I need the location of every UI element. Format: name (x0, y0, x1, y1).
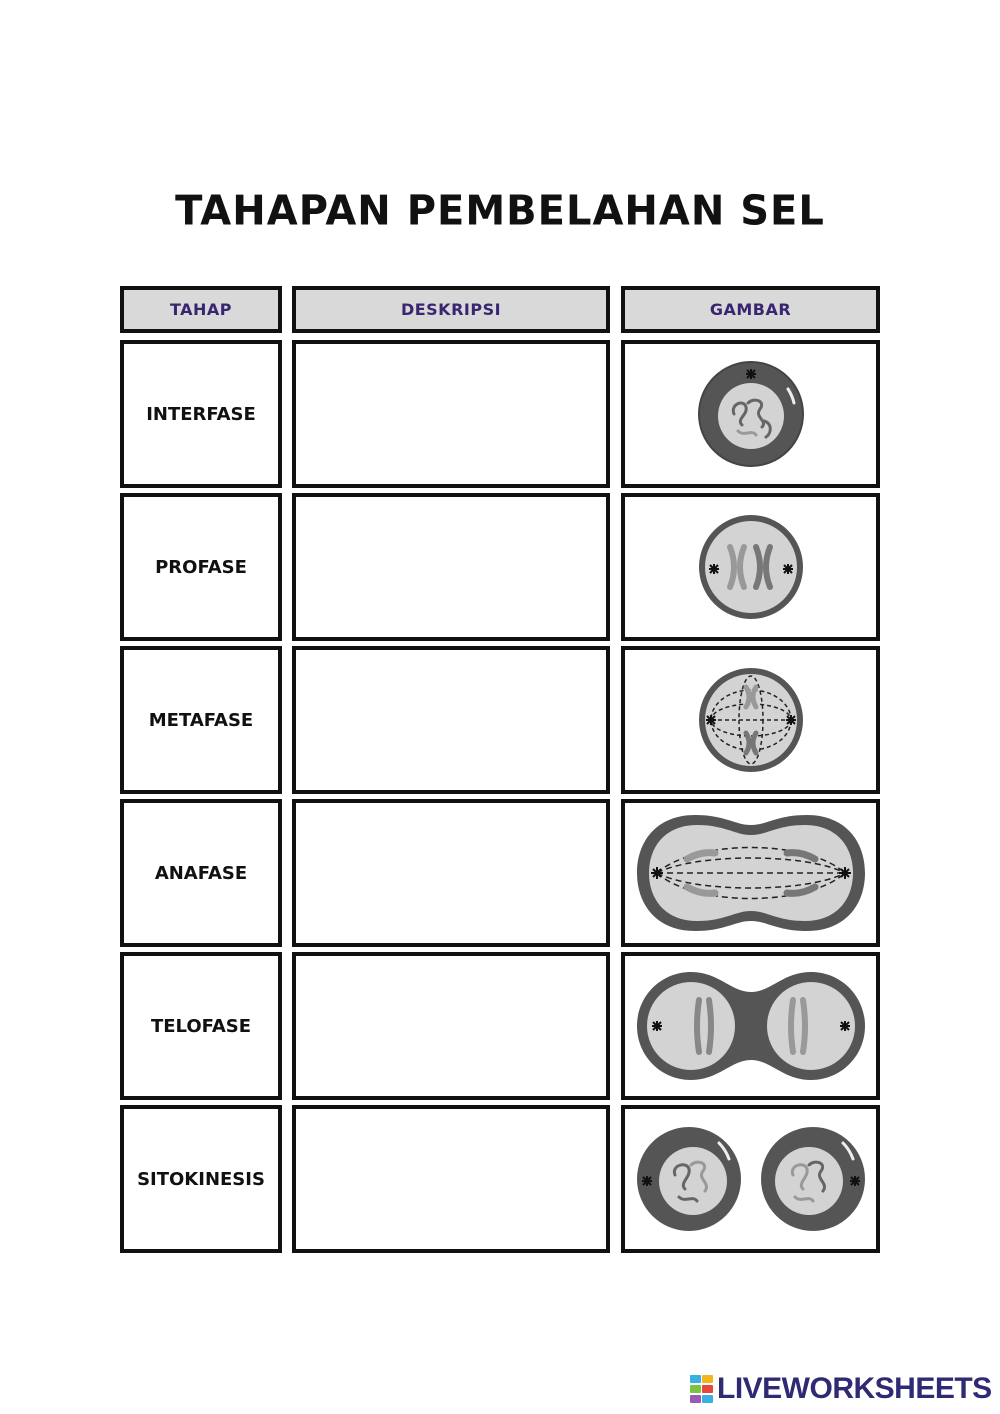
description-field-profase[interactable] (292, 493, 610, 641)
image-cell-telofase (621, 952, 880, 1100)
prophase-cell-icon (696, 512, 806, 622)
brand-name: LIVEWORKSHEETS (717, 1372, 992, 1405)
header-image: GAMBAR (621, 286, 880, 333)
metaphase-cell-icon (696, 665, 806, 775)
description-field-metafase[interactable] (292, 646, 610, 794)
image-cell-profase (621, 493, 880, 641)
telophase-cell-icon (635, 970, 867, 1082)
description-field-anafase[interactable] (292, 799, 610, 947)
stage-cell-anafase: ANAFASE (120, 799, 282, 947)
header-description: DESKRIPSI (292, 286, 610, 333)
description-field-telofase[interactable] (292, 952, 610, 1100)
image-cell-interfase (621, 340, 880, 488)
header-stage: TAHAP (120, 286, 282, 333)
stage-cell-interfase: INTERFASE (120, 340, 282, 488)
stage-cell-profase: PROFASE (120, 493, 282, 641)
description-field-interfase[interactable] (292, 340, 610, 488)
stage-cell-sitokinesis: SITOKINESIS (120, 1105, 282, 1253)
liveworksheets-brand[interactable] (690, 1372, 992, 1406)
cytokinesis-cell-icon (635, 1125, 867, 1233)
image-cell-anafase (621, 799, 880, 947)
stage-cell-metafase: METAFASE (120, 646, 282, 794)
anaphase-cell-icon (635, 811, 867, 935)
liveworksheets-logo-icon (690, 1375, 714, 1403)
description-field-sitokinesis[interactable] (292, 1105, 610, 1253)
image-cell-sitokinesis (621, 1105, 880, 1253)
page-title: TAHAPAN PEMBELAHAN SEL (175, 187, 825, 235)
interphase-cell-icon (696, 359, 806, 469)
stage-cell-telofase: TELOFASE (120, 952, 282, 1100)
image-cell-metafase (621, 646, 880, 794)
